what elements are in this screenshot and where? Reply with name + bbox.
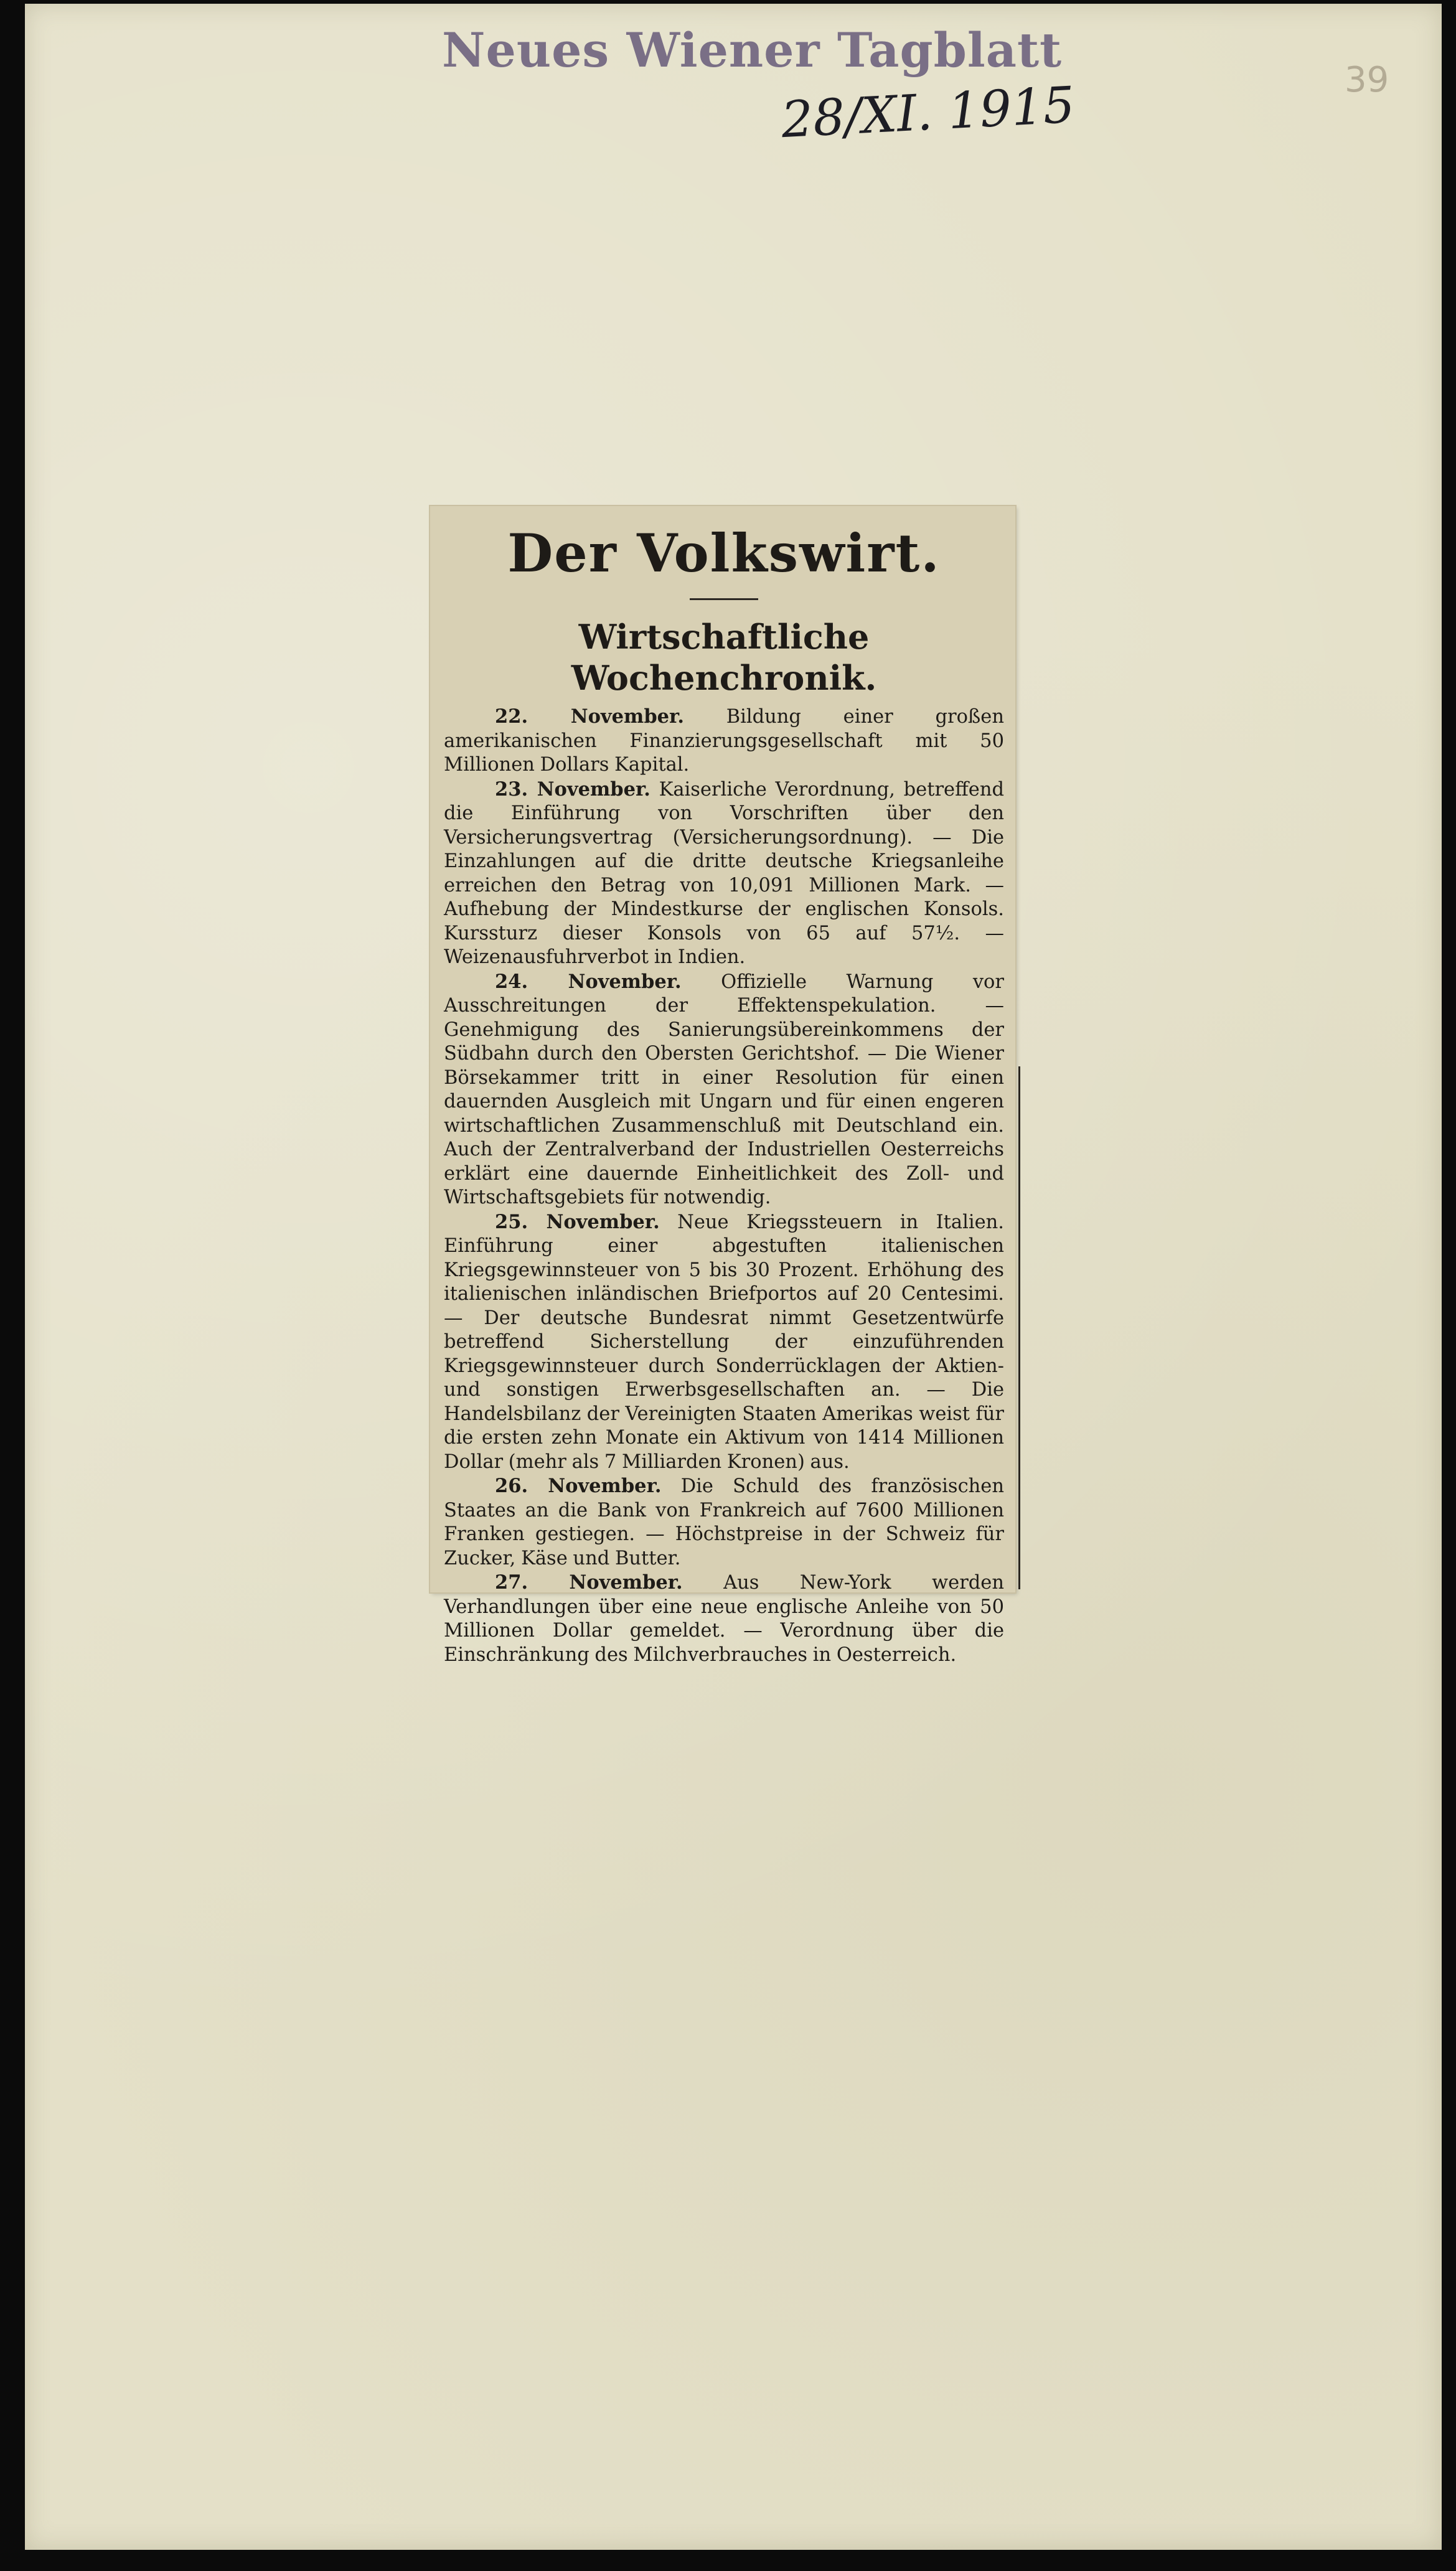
entry-text: Kaiserliche Verordnung, betreffend die Einführung von Vorschriften über den Versicherungsvertrag (Versicherungsordnung). — Die Einzahlungen auf die dritte deutsche Kriegsanleihe erreichen den Betrag von 10,091 Millionen Mark. — Aufhebung der Mindestkurse der englischen Konsols. Kurssturz dieser Konsols von 65 auf 57½. — Weizenausfuhrverbot in Indien. <box>444 778 1004 968</box>
chronicle-entry <box>444 1474 1004 1571</box>
page-number: 39 <box>1345 60 1389 100</box>
entry-text: Neue Kriegssteuern in Italien. Einführung einer abgestuften italienischen Kriegsgewinnsteuer von 5 bis 30 Prozent. Erhöhung des italienischen inländischen Briefportos auf 20 Centesimi. — Der deutsche Bundesrat nimmt Gesetzentwürfe betreffend Sicherstellung der einzuführenden Kriegsgewinnsteuer durch Sonderrücklagen der Aktien- und sonstigen Erwerbsgesellschaften an. — Die Handelsbilanz der Vereinigten Staaten Amerikas weist für die ersten zehn Monate ein Aktivum von 1414 Millionen Dollar (mehr als 7 Milliarden Kronen) aus. <box>444 1211 1004 1473</box>
chronicle-entry <box>444 970 1004 1210</box>
chronicle-entry <box>444 1571 1004 1667</box>
entry-text: Aus New-York werden Verhandlungen über eine neue englische Anleihe von 50 Millionen Dollar gemeldet. — Verordnung über die Einschränkung des Milchverbrauches in Oesterreich. <box>444 1572 1004 1666</box>
chronicle-entry <box>444 1210 1004 1475</box>
chronicle-entry <box>444 705 1004 778</box>
entry-date: 22. November. <box>495 705 684 728</box>
entry-date: 23. November. <box>495 778 651 801</box>
entry-text: Die Schuld des französischen Staates an die Bank von Frankreich auf 7600 Millionen Franken gestiegen. — Höchstpreise in der Schweiz für Zucker, Käse und Butter. <box>444 1475 1004 1569</box>
title-divider <box>690 598 758 600</box>
entry-text: Offizielle Warnung vor Ausschreitungen der Effektenspekulation. — Genehmigung des Sanierungsübereinkommens der Südbahn durch den Obersten Gerichtshof. — Die Wiener Börsekammer tritt in einer Resolution für einen dauernden Ausgleich mit Ungarn und für einen engeren wirtschaftlichen Zusammenschluß mit Deutschland ein. Auch der Zentralverband der Industriellen Oesterreichs erklärt eine dauernde Einheitlichkeit des Zoll- und Wirtschaftsgebiets für notwendig. <box>444 971 1004 1208</box>
chronicle-entry <box>444 778 1004 970</box>
newspaper-clipping <box>430 506 1015 1666</box>
clipping-edge-line <box>1018 1066 1020 1589</box>
column-title: Wirtschaftliche Wochenchronik. <box>571 617 877 698</box>
archive-sheet <box>25 4 1442 2550</box>
entry-date: 24. November. <box>495 970 682 993</box>
entry-text: Bildung einer großen amerikanischen Finanzierungsgesellschaft mit 50 Millionen Dollars Kapital. <box>444 706 1004 776</box>
section-title: Der Volkswirt. <box>507 522 941 584</box>
entry-date: 26. November. <box>495 1475 662 1497</box>
entry-date: 25. November. <box>495 1210 660 1233</box>
newspaper-stamp: Neues Wiener Tagblatt <box>442 22 1063 78</box>
handwritten-date: 28/XI. 1915 <box>779 75 1076 149</box>
entry-date: 27. November. <box>495 1571 683 1594</box>
